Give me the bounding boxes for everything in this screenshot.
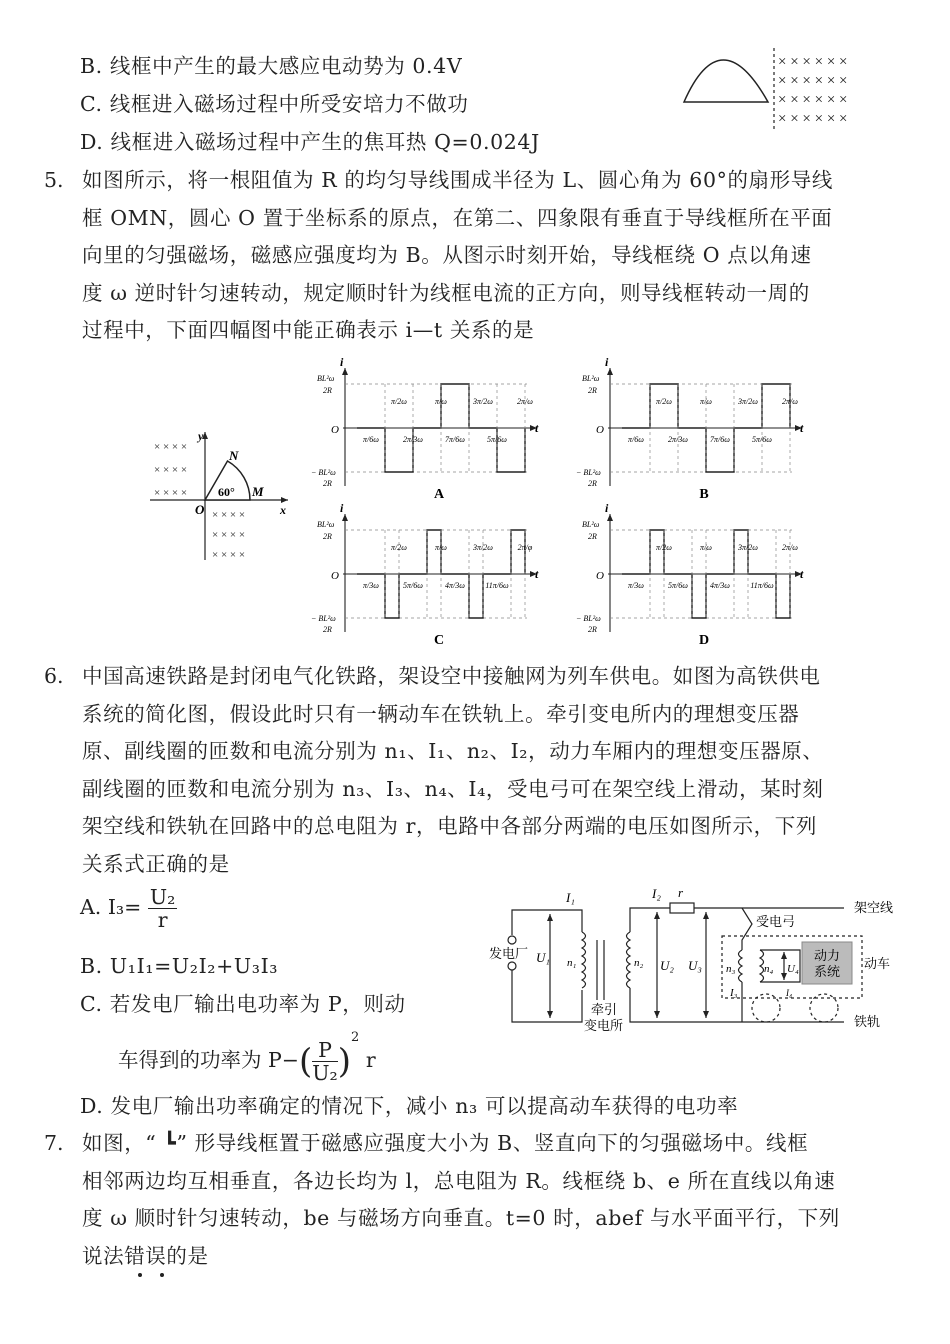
graph-A-imin-num: − BL²ω bbox=[311, 468, 336, 477]
I4-label: I₄ bbox=[786, 988, 793, 998]
q5-line-5: 过程中，下面四幅图中能正确表示 i—t 关系的是 bbox=[82, 318, 535, 342]
graph-B-imax-den: 2R bbox=[588, 386, 597, 395]
graph-D-tick-label: 3π/2ω bbox=[738, 543, 758, 552]
motor-label-2: 系统 bbox=[814, 964, 841, 979]
q5-graphs bbox=[300, 352, 810, 650]
q6-line-1: 中国高速铁路是封闭电气化铁路，架设空中接触网为列车供电。如图为高铁供电 bbox=[82, 664, 821, 688]
q6-option-c-pre: 车得到的功率为 P− bbox=[118, 1048, 299, 1072]
U4-label: U₄ bbox=[787, 963, 799, 975]
q6-option-a-num: U₂ bbox=[149, 885, 176, 909]
graph-B-i-label: i bbox=[605, 355, 609, 369]
graph-B-i-arrow bbox=[607, 368, 613, 375]
graph-C-tick-label: 2π/φ bbox=[517, 543, 533, 552]
graph-B-tick-label: 3π/2ω bbox=[738, 397, 758, 406]
graph-D-tick-label: 2π/ω bbox=[782, 543, 798, 552]
U2-label: U₂ bbox=[660, 958, 674, 973]
graph-D-tick-label: 4π/3ω bbox=[710, 581, 730, 590]
graph-A-imax-num: BL²ω bbox=[317, 374, 335, 383]
q6-option-a bbox=[80, 886, 177, 931]
graph-D-imax-num: BL²ω bbox=[582, 520, 600, 529]
q6-option-c-exp: 2 bbox=[351, 1030, 360, 1045]
graph-C-t-label: t bbox=[535, 567, 539, 581]
cross-row: × × × × × × bbox=[778, 92, 848, 108]
graph-A-t-label: t bbox=[535, 421, 539, 435]
plant-label: 发电厂 bbox=[489, 946, 529, 961]
U1-label: U₁ bbox=[536, 950, 550, 965]
field-row-q4: × × × × bbox=[212, 529, 246, 541]
origin-label: O bbox=[195, 502, 205, 517]
graph-A-tick-label: π/2ω bbox=[391, 397, 407, 406]
graph-B-tick-label: π/2ω bbox=[656, 397, 672, 406]
q6-number: 6. bbox=[44, 664, 64, 688]
q4-option-c: C. 线框进入磁场过程中所受安培力不做功 bbox=[80, 92, 469, 116]
graph-B-tick-label: π/6ω bbox=[628, 435, 644, 444]
field-row-q2: × × × × bbox=[154, 487, 188, 499]
graph-A-tick-label: π/6ω bbox=[363, 435, 379, 444]
n4-label: n₄ bbox=[764, 963, 774, 975]
graph-D-tick-label: π/3ω bbox=[628, 581, 644, 590]
pantograph-label: 受电弓 bbox=[756, 914, 796, 929]
graph-B-imin-num: − BL²ω bbox=[576, 468, 601, 477]
q4-field-crosses bbox=[778, 54, 848, 127]
graph-B-tick-label: 7π/6ω bbox=[710, 435, 730, 444]
graph-C-tick-label: 3π/2ω bbox=[473, 543, 493, 552]
graph-B-origin: O bbox=[596, 424, 604, 436]
q6-line-4: 副线圈的匝数和电流分别为 n₃、I₃、n₄、I₄，受电弓可在架空线上滑动，某时刻 bbox=[82, 777, 824, 801]
graph-D-caption: D bbox=[698, 633, 710, 648]
train-label: 动车 bbox=[864, 956, 891, 971]
q5-line-3: 向里的匀强磁场，磁感应强度均为 B。从图示时刻开始，导线框绕 O 点以角速 bbox=[82, 243, 812, 267]
graph-C-imax-num: BL²ω bbox=[317, 520, 335, 529]
graph-C-tick-label: 4π/3ω bbox=[445, 581, 465, 590]
q5-line-4: 度 ω 逆时针匀速转动，规定顺时针为线框电流的正方向，则导线框转动一周的 bbox=[82, 281, 810, 305]
graph-C-tick-label: 5π/6ω bbox=[403, 581, 423, 590]
graph-D-tick-label: π/2ω bbox=[656, 543, 672, 552]
graph-D-tick-label: 11π/6ω bbox=[750, 581, 774, 590]
I1-label: I₁ bbox=[566, 890, 575, 905]
graph-B-tick-label: 2π/3ω bbox=[668, 435, 688, 444]
graph-C-tick-label: π/ω bbox=[435, 543, 447, 552]
r-label: r bbox=[678, 885, 684, 900]
graph-A-imax-den: 2R bbox=[323, 386, 332, 395]
graph-A-tick-label: 7π/6ω bbox=[445, 435, 465, 444]
n2-label: n₂ bbox=[634, 957, 644, 969]
q4-option-d: D. 线框进入磁场过程中产生的焦耳热 Q=0.024J bbox=[80, 130, 540, 154]
overhead-label: 架空线 bbox=[854, 900, 894, 915]
emphasis-dot bbox=[160, 1273, 164, 1277]
graph-D-t-label: t bbox=[800, 567, 804, 581]
graph-B-imax-num: BL²ω bbox=[582, 374, 600, 383]
n1-label: n₁ bbox=[567, 957, 577, 969]
graph-D-tick-label: π/ω bbox=[700, 543, 712, 552]
cross-row: × × × × × × bbox=[778, 73, 848, 89]
graph-A-tick-label: 3π/2ω bbox=[473, 397, 493, 406]
q6-line-6: 关系式正确的是 bbox=[82, 852, 230, 876]
q6-option-c-num: P bbox=[312, 1039, 338, 1062]
graph-C-caption: C bbox=[433, 633, 445, 648]
graph-A-i-arrow bbox=[342, 368, 348, 375]
graph-A-tick-label: 2π/3ω bbox=[403, 435, 423, 444]
graph-C-i-arrow bbox=[342, 514, 348, 521]
cross-row: × × × × × × bbox=[778, 54, 848, 70]
graph-B-tick-label: 2π/ω bbox=[782, 397, 798, 406]
graph-A-tick-label: π/ω bbox=[435, 397, 447, 406]
graph-C-i-label: i bbox=[340, 501, 344, 515]
graph-A-tick-label: 2π/ω bbox=[517, 397, 533, 406]
graph-C-tick-label: 11π/6ω bbox=[485, 581, 509, 590]
q5-line-1: 如图所示，将一根阻值为 R 的均匀导线围成半径为 L、圆心角为 60°的扇形导线 bbox=[82, 168, 833, 192]
graph-C-tick-label: π/3ω bbox=[363, 581, 379, 590]
graph-D-origin: O bbox=[596, 570, 604, 582]
q6-line-5: 架空线和铁轨在回路中的总电阻为 r，电路中各部分两端的电压如图所示，下列 bbox=[82, 814, 817, 838]
q4-option-b: B. 线框中产生的最大感应电动势为 0.4V bbox=[80, 54, 463, 78]
substation-label-1: 牵引 bbox=[591, 1002, 618, 1017]
field-row-q4: × × × × bbox=[212, 509, 246, 521]
q6-circuit bbox=[484, 880, 914, 1040]
substation-label-2: 变电所 bbox=[584, 1018, 624, 1033]
field-row-q2: × × × × bbox=[154, 464, 188, 476]
q6-option-d: D. 发电厂输出功率确定的情况下，减小 n₃ 可以提高动车获得的电功率 bbox=[80, 1094, 739, 1118]
field-row-q2: × × × × bbox=[154, 441, 188, 453]
q5-number: 5. bbox=[44, 168, 64, 192]
q5-sector-diagram bbox=[150, 428, 295, 566]
angle-label: 60° bbox=[218, 485, 235, 499]
q4-figure bbox=[676, 40, 906, 140]
n3-label: n₃ bbox=[726, 963, 736, 975]
q4-arch bbox=[684, 60, 768, 102]
q7-line-2: 相邻两边均互相垂直，各边长均为 l，总电阻为 R。线框绕 b、e 所在直线以角速 bbox=[82, 1169, 836, 1193]
graph-D-imin-num: − BL²ω bbox=[576, 614, 601, 623]
N-label: N bbox=[229, 448, 239, 463]
q6-option-c-line-1: C. 若发电厂输出电功率为 P，则动 bbox=[80, 992, 406, 1016]
graph-D-i-label: i bbox=[605, 501, 609, 515]
field-row-q4: × × × × bbox=[212, 549, 246, 561]
graph-A-origin: O bbox=[331, 424, 339, 436]
graph-D-imax-den: 2R bbox=[588, 532, 597, 541]
graph-B-imin-den: 2R bbox=[588, 479, 597, 488]
q6-option-c-den: U₂ bbox=[312, 1061, 338, 1085]
graph-C-imin-den: 2R bbox=[323, 625, 332, 634]
q6-line-2: 系统的简化图，假设此时只有一辆动车在铁轨上。牵引变电所内的理想变压器 bbox=[82, 702, 800, 726]
q6-line-3: 原、副线圈的匝数和电流分别为 n₁、I₁、n₂、I₂，动力车厢内的理想变压器原、 bbox=[82, 739, 824, 763]
graph-C-origin: O bbox=[331, 570, 339, 582]
graph-D-imin-den: 2R bbox=[588, 625, 597, 634]
rail-label: 铁轨 bbox=[854, 1014, 881, 1029]
M-label: M bbox=[252, 484, 264, 499]
graph-A-i-label: i bbox=[340, 355, 344, 369]
graph-D-tick-label: 5π/6ω bbox=[668, 581, 688, 590]
q6-option-c-post: r bbox=[365, 1048, 376, 1072]
q7-line-1: 如图，“ ┗” 形导线框置于磁感应强度大小为 B、竖直向下的匀强磁场中。线框 bbox=[82, 1131, 809, 1155]
cross-row: × × × × × × bbox=[778, 111, 848, 127]
motor-label-1: 动力 bbox=[814, 948, 841, 963]
graph-C-tick-label: π/2ω bbox=[391, 543, 407, 552]
graph-A-imin-den: 2R bbox=[323, 479, 332, 488]
graph-B-t-label: t bbox=[800, 421, 804, 435]
q6-option-b: B. U₁I₁=U₂I₂+U₃I₃ bbox=[80, 954, 279, 978]
graph-D-i-arrow bbox=[607, 514, 613, 521]
graph-B-caption: B bbox=[699, 487, 709, 502]
I3-label: I₃ bbox=[730, 987, 738, 999]
q7-line-3: 度 ω 顺时针匀速转动，be 与磁场方向垂直。t=0 时，abef 与水平面平行，下列 bbox=[82, 1206, 840, 1230]
q7-line-4: 说法错误的是 bbox=[82, 1244, 209, 1268]
graph-C-imax-den: 2R bbox=[323, 532, 332, 541]
graph-C-imin-num: − BL²ω bbox=[311, 614, 336, 623]
graph-B-tick-label: 5π/6ω bbox=[752, 435, 772, 444]
x-label: x bbox=[280, 503, 286, 517]
q7-number: 7. bbox=[44, 1131, 64, 1155]
U3-label: U₃ bbox=[688, 958, 702, 973]
q5-line-2: 框 OMN，圆心 O 置于坐标系的原点，在第二、四象限有垂直于导线框所在平面 bbox=[82, 206, 833, 230]
graph-A-caption: A bbox=[433, 487, 445, 502]
q6-option-c-line-2: 车得到的功率为 P−( $\frac{P}{\text{U₂}}$ )$^2$ r bbox=[118, 1030, 376, 1085]
q6-option-a-den: r bbox=[157, 908, 168, 932]
I2-label: I₂ bbox=[652, 886, 661, 901]
graph-A-tick-label: 5π/6ω bbox=[487, 435, 507, 444]
y-label: y bbox=[198, 429, 204, 443]
q6-option-a-label: A. I₃= bbox=[80, 895, 142, 919]
graph-B-tick-label: π/ω bbox=[700, 397, 712, 406]
emphasis-dot bbox=[138, 1273, 142, 1277]
